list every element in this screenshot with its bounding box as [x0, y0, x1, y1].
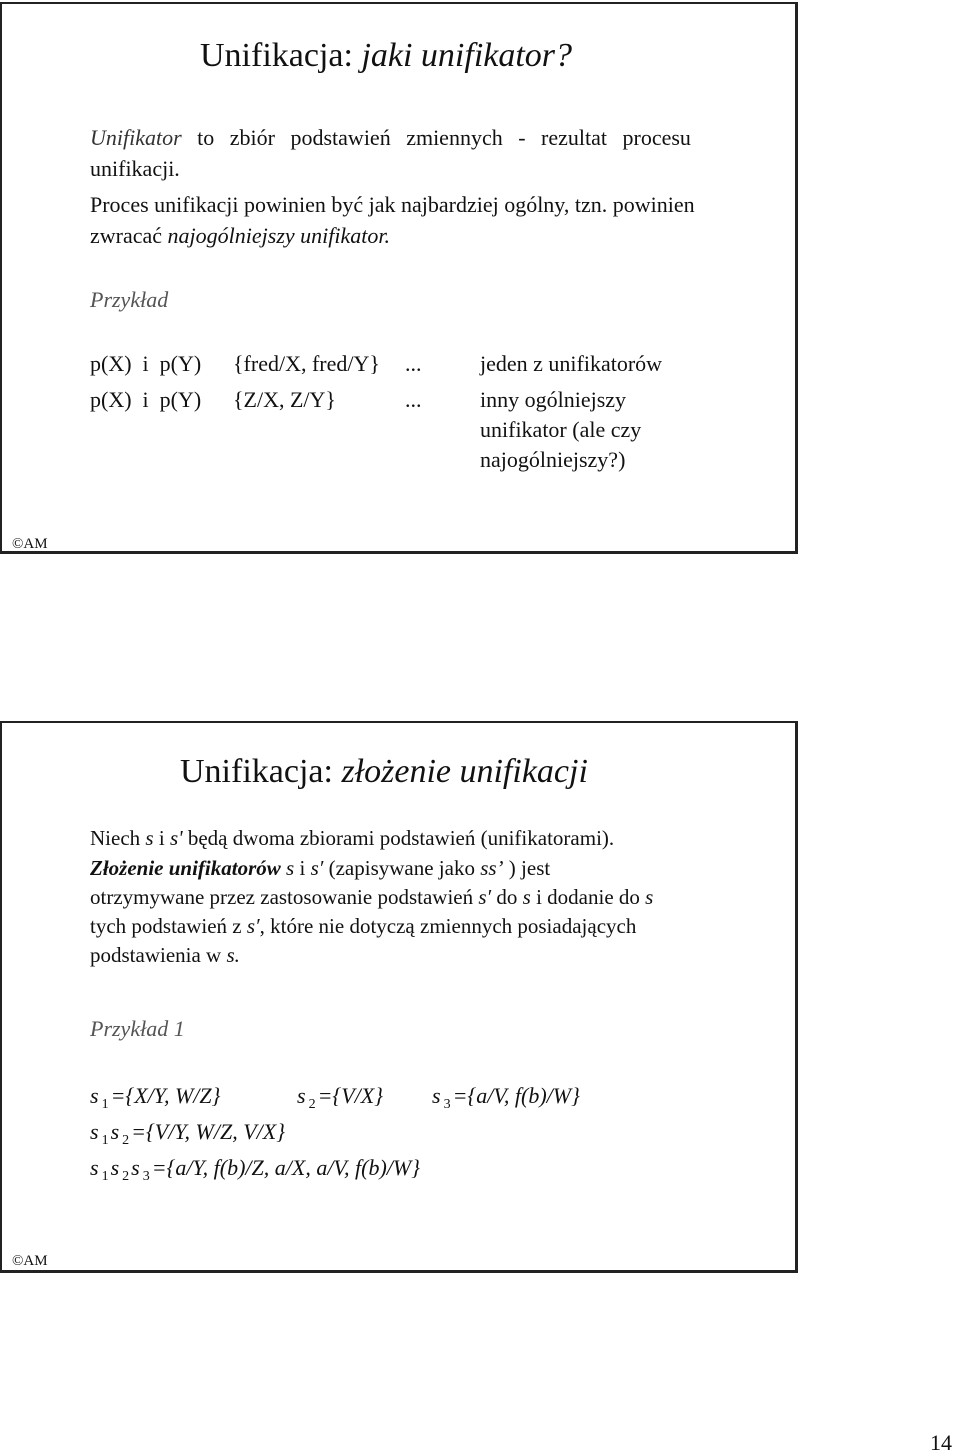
composition-line-4: tych podstawień z s′, które nie dotyczą zmiennych posiadających [90, 914, 637, 938]
example-1-left: p(X) i p(Y) [90, 351, 202, 376]
substitution-s3: s $_3$={a/V, f(b)/W} [432, 1083, 580, 1112]
slide-jaki-unifikator [0, 2, 798, 554]
example-label: Przykład [90, 287, 169, 312]
slide-zlozenie-unifikacji [0, 721, 798, 1273]
example-2-dots: ... [405, 387, 422, 412]
substitution-s1: s $_1$={X/Y, W/Z} [90, 1083, 221, 1112]
example-2-left: p(X) i p(Y) [90, 387, 202, 412]
copyright-footer: ©AM [12, 536, 48, 552]
definition-line-2: unifikacji. [90, 156, 180, 181]
slide-title: Unifikacja: jaki unifikator? [200, 37, 573, 74]
copyright-footer: ©AM [12, 1253, 48, 1269]
composition-line-2: Złożenie unifikatorów s i s′ (zapisywane jako ss’ ) jest [90, 856, 551, 880]
composition-s1s2: s $_1$s $_2$={V/Y, W/Z, V/X} [90, 1119, 285, 1148]
substitution-s2: s $_2$={V/X} [297, 1083, 383, 1112]
composition-line-3: otrzymywane przez zastosowanie podstawień s′ do s i dodanie do s [90, 885, 654, 909]
definition-line-1: Unifikator to zbiór podstawień zmiennych - rezultat procesu [90, 125, 691, 150]
example-2-subst: {Z/X, Z/Y} [233, 387, 336, 412]
slide-title: Unifikacja: złożenie unifikacji [180, 753, 588, 790]
composition-line-5: podstawienia w s. [90, 943, 240, 967]
process-line-1: Proces unifikacji powinien być jak najbardziej ogólny, tzn. powinien [90, 192, 695, 217]
example-1-subst: {fred/X, fred/Y} [233, 351, 380, 376]
example-2-comment-2: unifikator (ale czy [480, 417, 642, 442]
composition-line-1: Niech s i s' będą dwoma zbiorami podstawień (unifikatorami). [90, 826, 615, 850]
example-2-comment-1: inny ogólniejszy [480, 387, 627, 412]
composition-s1s2s3: s $_1$s $_2$s $_3$={a/Y, f(b)/Z, a/X, a/V, f(b)/W} [90, 1155, 421, 1184]
example-1-comment: jeden z unifikatorów [480, 351, 663, 376]
example-label: Przykład 1 [90, 1016, 185, 1041]
process-line-2: zwracać najogólniejszy unifikator. [90, 223, 390, 248]
example-1-dots: ... [405, 351, 422, 376]
page-number: 14 [930, 1430, 952, 1455]
example-2-comment-3: najogólniejszy?) [480, 447, 626, 472]
